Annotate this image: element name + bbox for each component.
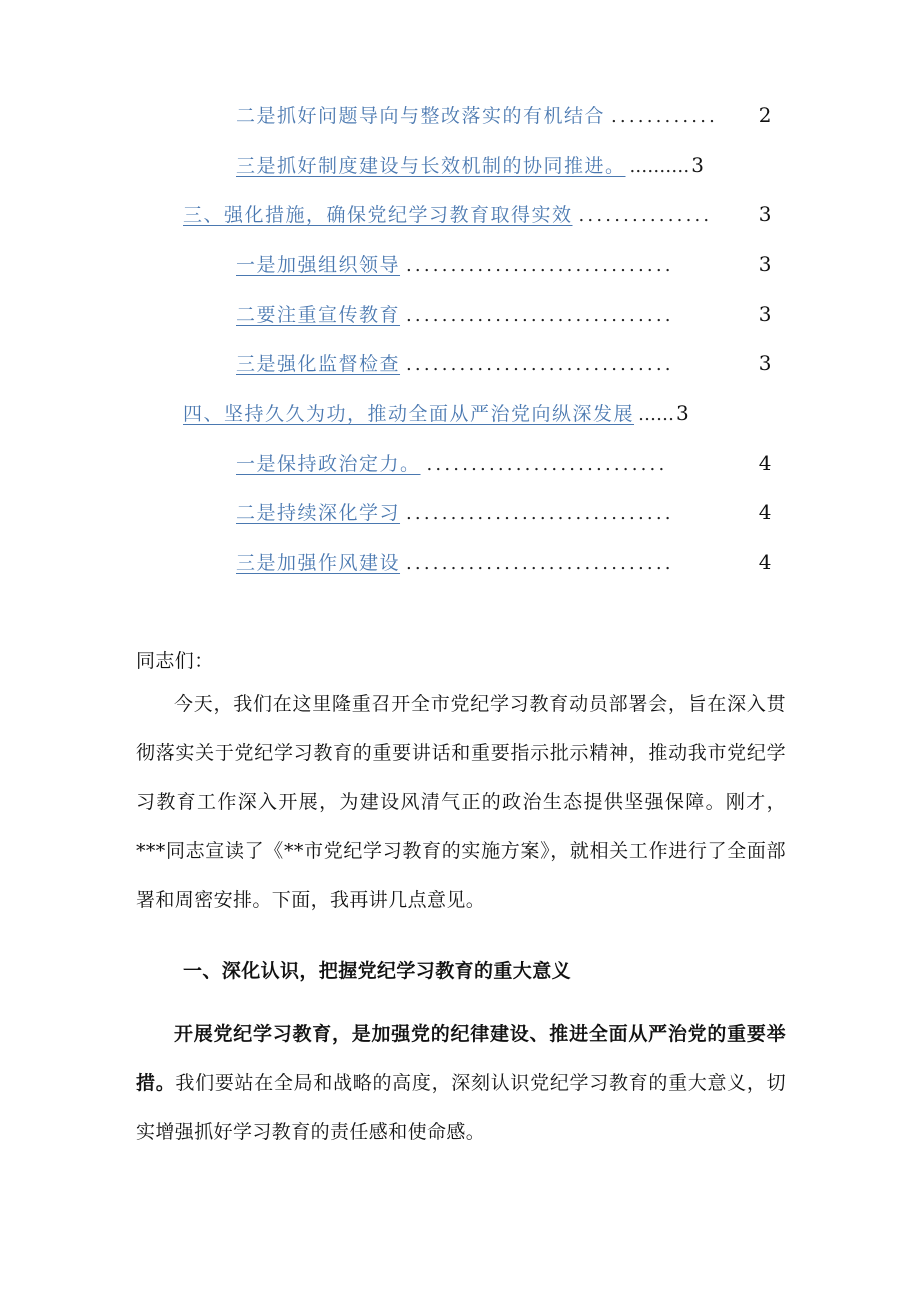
toc-leader-dots: ............	[611, 106, 719, 127]
toc-leader-dots: ...............	[578, 205, 713, 226]
toc-entry-title[interactable]: 二是持续深化学习	[236, 502, 401, 524]
toc-entry-title[interactable]: 二要注重宣传教育	[236, 304, 401, 326]
toc-entry[interactable]	[183, 199, 773, 229]
toc-page-number: 4	[758, 500, 773, 524]
toc-leader-dots: ……	[638, 404, 675, 425]
toc-entry[interactable]	[236, 348, 773, 378]
toc-leader-dots: ..............................	[406, 354, 674, 375]
toc-page-number: 3	[676, 401, 691, 425]
toc-page-number: 3	[758, 302, 773, 326]
toc-leader-dots: ..............................	[406, 503, 674, 524]
toc-entry[interactable]	[236, 448, 773, 478]
toc-leader-dots: .………	[629, 156, 690, 177]
key-sentence: 开展党纪学习教育，是加强党的纪律建设、推进全面从严治党的重要举措。	[136, 1023, 786, 1094]
toc-entry[interactable]	[236, 100, 773, 130]
toc-leader-dots: ..............................	[406, 553, 674, 574]
toc-entry[interactable]	[236, 249, 773, 279]
toc-page-number: 4	[758, 451, 773, 475]
toc-entry-title[interactable]: 三、强化措施，确保党纪学习教育取得实效	[183, 204, 573, 226]
toc-page-number: 2	[758, 103, 773, 127]
toc-entry-title[interactable]: 四、坚持久久为功，推动全面从严治党向纵深发展	[183, 403, 635, 425]
toc-entry-title[interactable]: 三是强化监督检查	[236, 353, 401, 375]
intro-paragraph: 今天，我们在这里隆重召开全市党纪学习教育动员部署会，旨在深入贯彻落实关于党纪学习教育的重要讲话和重要指示批示精神，推动我市党纪学习教育工作深入开展，为建设风清气正的政治生态提供坚强保障。刚才，***同志宣读了《**市党纪学习教育的实施方案》，就相关工作进行了全面部署和周密安排。下面，我再讲几点意见。	[136, 693, 786, 911]
section-1-paragraph	[136, 1010, 786, 1157]
toc-entry-title[interactable]: 一是加强组织领导	[236, 254, 401, 276]
toc-page-number: 3	[758, 202, 773, 226]
toc-entry-title[interactable]: 一是保持政治定力。	[236, 453, 421, 475]
toc-entry[interactable]	[236, 547, 773, 577]
toc-entry[interactable]	[236, 299, 773, 329]
toc-entry-title[interactable]: 三是加强作风建设	[236, 552, 401, 574]
toc-entry-title[interactable]: 二是抓好问题导向与整改落实的有机结合	[236, 105, 606, 127]
toc-page-number: 3	[758, 351, 773, 375]
toc-entry[interactable]	[236, 150, 773, 180]
toc-leader-dots: ...........................	[426, 454, 668, 475]
toc-page-number: 4	[758, 550, 773, 574]
section-heading-1: 一、深化认识，把握党纪学习教育的重大意义	[183, 960, 572, 982]
toc-entry[interactable]	[183, 398, 773, 428]
salutation: 同志们：	[136, 650, 214, 672]
toc-leader-dots: ..............................	[406, 305, 674, 326]
toc-entry[interactable]	[236, 497, 773, 527]
paragraph-rest: 我们要站在全局和战略的高度，深刻认识党纪学习教育的重大意义，切实增强抓好学习教育的责任感和使命感。	[136, 1072, 786, 1143]
toc-page-number: 3	[758, 252, 773, 276]
toc-entry-title[interactable]: 三是抓好制度建设与长效机制的协同推进。	[236, 155, 626, 177]
toc-leader-dots: ..............................	[406, 255, 674, 276]
toc-page-number: 3	[691, 153, 706, 177]
